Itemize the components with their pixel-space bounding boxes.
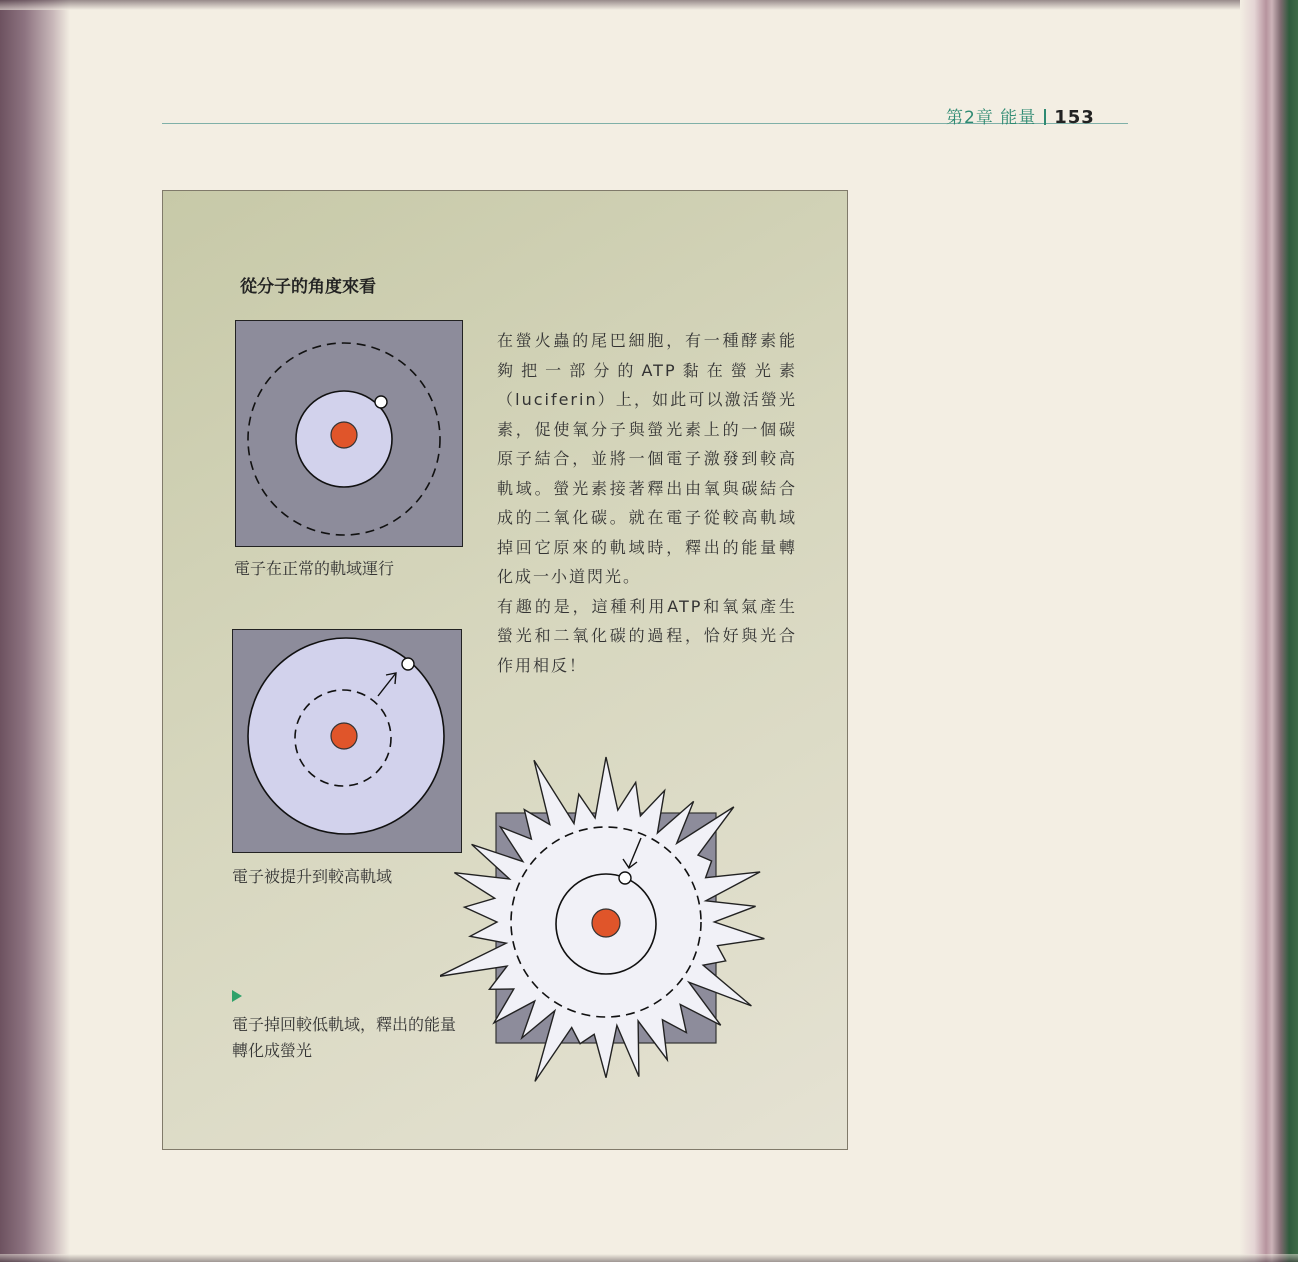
diagram-excited-orbit bbox=[232, 629, 462, 853]
paragraph-1: 在螢火蟲的尾巴細胞，有一種酵素能夠把一部分的ATP黏在螢光素（luciferin）上，如此可以激活螢光素，促使氧分子與螢光素上的一個碳原子結合，並將一個電子激發到較高軌域。螢光素接著釋出由氧與碳結合成的二氧化碳。就在電子從較高軌域掉回它原來的軌域時，釋出的能量轉化成一小道閃光。 bbox=[497, 331, 797, 586]
book-gutter bbox=[0, 0, 70, 1262]
chapter-title: 第2章 能量 bbox=[946, 108, 1037, 128]
electron bbox=[402, 658, 414, 670]
nucleus bbox=[331, 422, 357, 448]
page-bottom-shadow bbox=[0, 1254, 1298, 1262]
running-header bbox=[946, 103, 1095, 128]
page-top-shadow bbox=[0, 0, 1298, 10]
explanation-text bbox=[497, 326, 797, 680]
sidebar-title: 從分子的角度來看 bbox=[240, 277, 376, 297]
book-page-edge bbox=[1240, 0, 1298, 1262]
paragraph-2: 有趣的是，這種利用ATP和氧氣產生螢光和二氧化碳的過程，恰好與光合作用相反！ bbox=[497, 596, 797, 675]
nucleus bbox=[592, 909, 620, 937]
diagram-normal-orbit bbox=[235, 320, 463, 547]
diagram-light-emission bbox=[440, 750, 790, 1090]
caption-excited-orbit: 電子被提升到較高軌域 bbox=[232, 867, 393, 886]
header-separator bbox=[1044, 109, 1046, 125]
electron bbox=[619, 872, 631, 884]
light-burst-diagram bbox=[440, 750, 790, 1090]
nucleus bbox=[331, 723, 357, 749]
caption-light-emission: 電子掉回較低軌域，釋出的能量轉化成螢光 bbox=[232, 1015, 457, 1060]
green-pointer-icon bbox=[232, 990, 242, 1002]
caption-normal-orbit: 電子在正常的軌域運行 bbox=[234, 559, 395, 578]
atom-normal-orbit-diagram bbox=[236, 321, 462, 546]
atom-excited-orbit-diagram bbox=[233, 630, 461, 852]
page-number: 153 bbox=[1054, 107, 1095, 128]
electron bbox=[375, 396, 387, 408]
